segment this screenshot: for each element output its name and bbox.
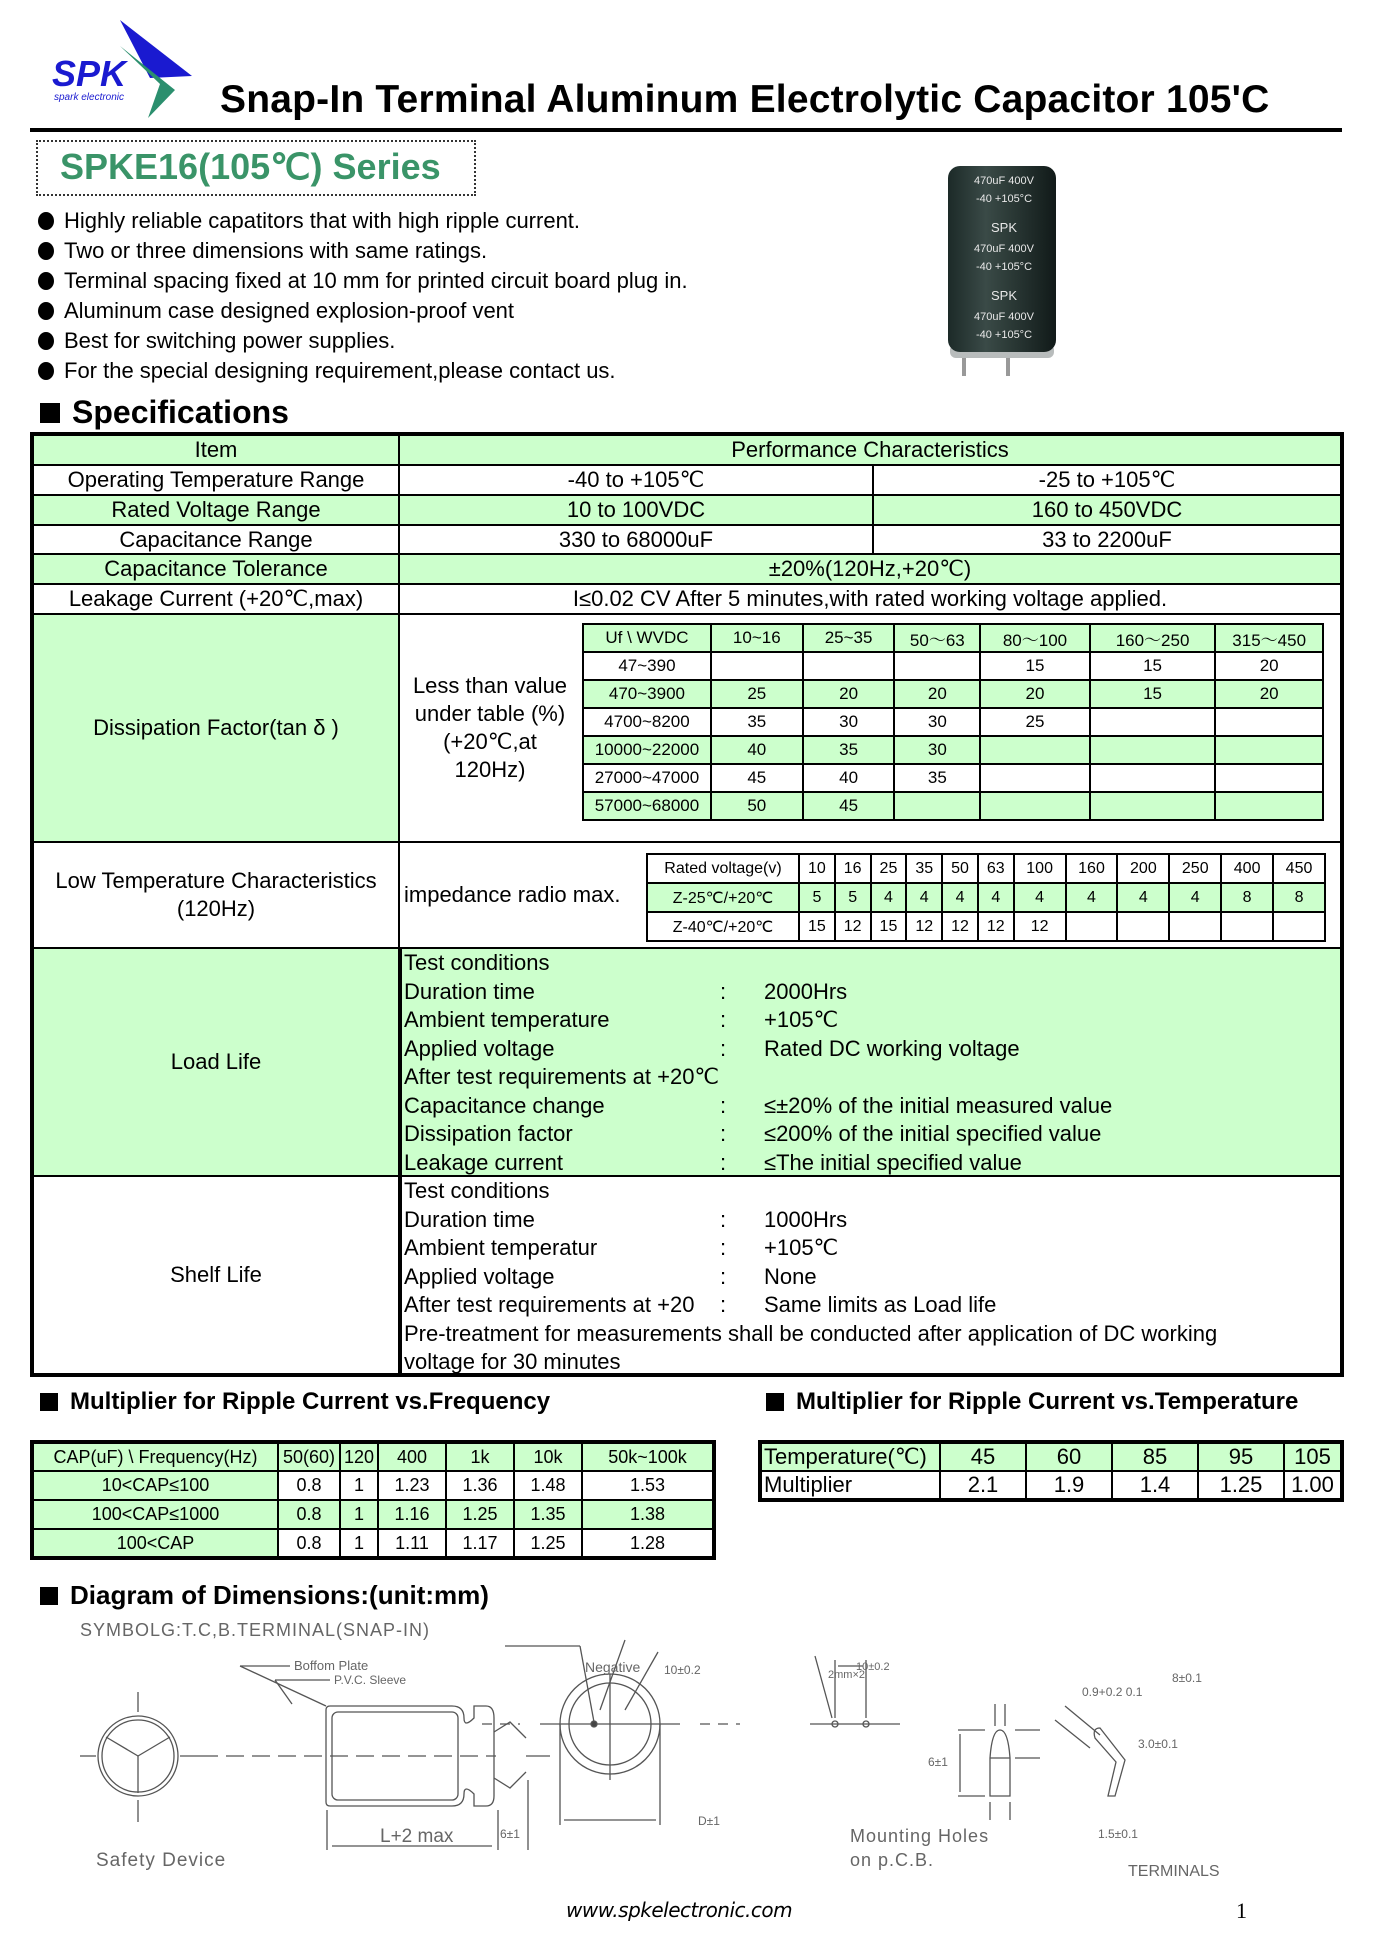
impedance-ratio-table: [646, 853, 1326, 942]
table-cell: 10000~22000: [583, 736, 711, 764]
table-cell: [1117, 912, 1169, 941]
table-cell: 1: [340, 1529, 378, 1558]
detail-text: Leakage current: [404, 1149, 563, 1175]
table-cell: [1090, 792, 1216, 820]
detail-text: :: [720, 978, 727, 1004]
diagram-label: P.V.C. Sleeve: [334, 1673, 407, 1687]
table-cell: 0.8: [278, 1500, 340, 1529]
table-cell: 1.23: [378, 1471, 446, 1500]
table-cell: 12: [835, 912, 871, 941]
temp-header-row: [760, 1442, 1342, 1471]
table-cell: Temperature(℃): [760, 1442, 940, 1471]
table-cell: 60: [1026, 1442, 1112, 1471]
table-cell: 1.00: [1284, 1471, 1342, 1500]
square-bullet-icon: [40, 1393, 58, 1411]
table-cell: 1.48: [514, 1471, 582, 1500]
detail-text: :: [720, 1206, 727, 1232]
table-cell: 12: [942, 912, 978, 941]
table-cell: 1.4: [1112, 1471, 1198, 1500]
table-cell: 400: [378, 1442, 446, 1471]
table-cell: 8: [1273, 883, 1325, 912]
table-cell: 4: [942, 883, 978, 912]
feature-item: Terminal spacing fixed at 10 mm for printed circuit board plug in.: [38, 266, 688, 296]
symbol-label: SYMBOLG:T.C,B.TERMINAL(SNAP-IN): [80, 1620, 431, 1640]
safety-device-icon: [80, 1692, 200, 1822]
diagram-label: 10±0.2: [856, 1661, 890, 1673]
table-cell: 25: [711, 680, 803, 708]
table-cell: 4: [906, 883, 942, 912]
detail-text: None: [764, 1263, 817, 1289]
table-cell: 160～250: [1090, 624, 1216, 652]
diagram-label: D±1: [698, 1814, 720, 1828]
table-cell: [1215, 764, 1323, 792]
table-cell: 45: [711, 764, 803, 792]
table-cell: 250: [1169, 854, 1221, 883]
detail-text: Applied voltage: [404, 1263, 555, 1289]
table-cell: [980, 764, 1090, 792]
table-cell: 25~35: [803, 624, 895, 652]
table-cell: 1.36: [446, 1471, 514, 1500]
spec-row-capacitance-range: Capacitance Range 330 to 68000uF 33 to 2200uF: [34, 526, 1340, 555]
table-cell: 25: [980, 708, 1090, 736]
diagram-label: TERMINALS: [1128, 1863, 1220, 1880]
table-cell: 50k~100k: [582, 1442, 714, 1471]
table-cell: [803, 652, 895, 680]
bullet-icon: [38, 272, 54, 290]
table-cell: 12: [1014, 912, 1066, 941]
table-row: [583, 680, 1323, 708]
table-cell: 0.8: [278, 1471, 340, 1500]
freq-header-row: [32, 1442, 714, 1471]
feature-item: For the special designing requirement,please contact us.: [38, 356, 688, 386]
detail-text: :: [720, 1235, 727, 1260]
table-row: [647, 912, 1325, 941]
table-cell: Z-40℃/+20℃: [647, 912, 799, 941]
header-performance: Performance Characteristics: [731, 437, 1009, 462]
table-cell: 470~3900: [583, 680, 711, 708]
table-cell: 12: [906, 912, 942, 941]
table-cell: [711, 652, 803, 680]
detail-text: :: [720, 1263, 727, 1289]
table-cell: 95: [1198, 1442, 1284, 1471]
square-bullet-icon: [40, 1587, 58, 1605]
table-cell: 15: [1090, 680, 1216, 708]
impedance-note: impedance radio max.: [404, 882, 621, 907]
table-cell: 40: [711, 736, 803, 764]
table-cell: [1066, 912, 1118, 941]
detail-text: Dissipation factor: [404, 1121, 573, 1146]
feature-item: Best for switching power supplies.: [38, 326, 688, 356]
diagram-label: 6±1: [928, 1755, 948, 1769]
table-cell: 30: [894, 736, 980, 764]
table-cell: 12: [978, 912, 1014, 941]
specifications-table: [30, 432, 1344, 1377]
table-row: [583, 792, 1323, 820]
table-cell: 10k: [514, 1442, 582, 1471]
diagram-label: SPK: [990, 220, 1018, 235]
table-cell: 400: [1221, 854, 1273, 883]
dimensions-diagram: [80, 1610, 1320, 1880]
table-row: [32, 1471, 714, 1500]
table-cell: 20: [803, 680, 895, 708]
detail-text: Applied voltage: [404, 1035, 555, 1061]
table-cell: 50(60): [278, 1442, 340, 1471]
table-cell: 120: [340, 1442, 378, 1471]
table-cell: 200: [1117, 854, 1169, 883]
table-cell: 57000~68000: [583, 792, 711, 820]
table-cell: 35: [894, 764, 980, 792]
table-cell: 4: [978, 883, 1014, 912]
table-cell: 1.11: [378, 1529, 446, 1558]
table-cell: 85: [1112, 1442, 1198, 1471]
table-cell: 1.38: [582, 1500, 714, 1529]
diagram-label: -40 +105°C: [975, 193, 1033, 205]
detail-text: Ambient temperatur: [404, 1235, 598, 1260]
table-cell: 4: [1117, 883, 1169, 912]
table-cell: 4: [1169, 883, 1221, 912]
series-title: SPKE16(105℃) Series: [60, 146, 441, 187]
diagram-label: 1.5±0.1: [1098, 1827, 1138, 1841]
diagram-label: 470uF 400V: [974, 243, 1034, 255]
table-row: [32, 1529, 714, 1558]
diagram-label: Negative: [585, 1659, 641, 1675]
bullet-icon: [38, 362, 54, 380]
page-title: Snap-In Terminal Aluminum Electrolytic Capacitor 105'C: [220, 78, 1270, 121]
detail-text: Same limits as Load life: [764, 1292, 997, 1317]
table-cell: 8: [1221, 883, 1273, 912]
detail-text: Rated DC working voltage: [764, 1035, 1020, 1061]
page-number: 1: [1236, 1898, 1247, 1923]
table-cell: 35: [906, 854, 942, 883]
detail-text: :: [720, 1149, 727, 1175]
impedance-header-row: [647, 854, 1325, 883]
table-row: [32, 1500, 714, 1529]
ripple-temperature-heading: Multiplier for Ripple Current vs.Temperature: [766, 1388, 1298, 1416]
table-cell: 5: [799, 883, 835, 912]
detail-text: :: [720, 1035, 727, 1061]
title-divider: [30, 128, 1342, 132]
detail-text: Duration time: [404, 978, 535, 1004]
table-cell: 0.8: [278, 1529, 340, 1558]
table-cell: [1221, 912, 1273, 941]
table-cell: 80～100: [980, 624, 1090, 652]
spec-row-rated-voltage: Rated Voltage Range 10 to 100VDC 160 to 450VDC: [34, 496, 1340, 526]
feature-item: Highly reliable capatitors that with high ripple current.: [38, 206, 688, 236]
table-cell: 5: [835, 883, 871, 912]
detail-text: :: [720, 1092, 727, 1118]
bullet-icon: [38, 242, 54, 260]
table-cell: 1: [340, 1500, 378, 1529]
table-cell: 1k: [446, 1442, 514, 1471]
table-cell: 10~16: [711, 624, 803, 652]
table-cell: 4: [1066, 883, 1118, 912]
terminal-drawing: [958, 1704, 1125, 1820]
table-cell: [894, 652, 980, 680]
detail-text: :: [720, 1121, 727, 1146]
detail-text: +105℃: [764, 1235, 839, 1260]
detail-text: ≤±20% of the initial measured value: [764, 1092, 1113, 1118]
spec-row-capacitance-tolerance: Capacitance Tolerance ±20%(120Hz,+20℃): [34, 555, 1340, 585]
detail-text: Capacitance change: [404, 1092, 605, 1118]
table-cell: 35: [711, 708, 803, 736]
table-cell: 1: [340, 1471, 378, 1500]
ripple-frequency-heading: Multiplier for Ripple Current vs.Frequency: [40, 1388, 550, 1416]
table-cell: CAP(uF) \ Frequency(Hz): [32, 1442, 278, 1471]
table-cell: [980, 736, 1090, 764]
table-cell: 15: [980, 652, 1090, 680]
diagram-label: 470uF 400V: [974, 175, 1034, 187]
table-cell: [1090, 736, 1216, 764]
table-cell: 105: [1284, 1442, 1342, 1471]
table-cell: 1.53: [582, 1471, 714, 1500]
table-cell: 35: [803, 736, 895, 764]
dissipation-note: Less than value under table (%) (+20℃,at 120Hz): [412, 673, 568, 782]
specifications-heading: Specifications: [40, 394, 289, 431]
table-cell: 160: [1066, 854, 1118, 883]
diagram-label: 470uF 400V: [974, 311, 1034, 323]
ripple-temperature-table: [758, 1440, 1344, 1502]
diagram-label: -40 +105°C: [975, 261, 1033, 273]
table-cell: 1.28: [582, 1529, 714, 1558]
square-bullet-icon: [766, 1393, 784, 1411]
table-cell: 1.25: [1198, 1471, 1284, 1500]
diagram-label: -40 +105°C: [975, 329, 1033, 341]
table-cell: 63: [978, 854, 1014, 883]
detail-text: After test requirements at +20: [404, 1292, 695, 1317]
table-cell: 1.25: [446, 1500, 514, 1529]
table-cell: 45: [940, 1442, 1026, 1471]
table-cell: Rated voltage(v): [647, 854, 799, 883]
table-cell: [1090, 764, 1216, 792]
footer-website-link[interactable]: www.spkelectronic.com: [566, 1898, 793, 1922]
table-cell: 1.9: [1026, 1471, 1112, 1500]
table-cell: 20: [1215, 652, 1323, 680]
spec-row-dissipation-factor: Dissipation Factor(tan δ ) Less than value under table (%) (+20℃,at 120Hz) Uf \ WVDC 10~16 25~35 50～63 80～100 160～250 315～450 47~390 15 15 20 470~3900 25 20 20 20 15 20 4700~8200 35 30 30 25 10000~22000 40 35 30 27000~47000 45 40 35 57000~68000 50 45: [34, 615, 1340, 843]
table-cell: 1.16: [378, 1500, 446, 1529]
detail-text: +105℃: [764, 1007, 839, 1032]
table-cell: 1.25: [514, 1529, 582, 1558]
table-cell: 100: [1014, 854, 1066, 883]
logo-blue-arrow-icon: [120, 20, 192, 78]
dissipation-factor-table: [582, 623, 1324, 821]
table-cell: [1215, 792, 1323, 820]
table-row: [583, 736, 1323, 764]
table-row: [583, 764, 1323, 792]
table-cell: Uf \ WVDC: [583, 624, 711, 652]
logo-subtext: spark electronic: [54, 92, 125, 103]
detail-text: :: [720, 1007, 727, 1032]
table-cell: 1.35: [514, 1500, 582, 1529]
detail-text: 1000Hrs: [764, 1206, 848, 1232]
table-cell: 25: [871, 854, 907, 883]
capacitor-side-view: [200, 1666, 550, 1850]
table-cell: 15: [799, 912, 835, 941]
table-cell: 315～450: [1215, 624, 1323, 652]
table-cell: Z-25℃/+20℃: [647, 883, 799, 912]
square-bullet-icon: [40, 403, 60, 423]
ripple-frequency-table: [30, 1440, 716, 1560]
table-cell: 15: [1090, 652, 1216, 680]
detail-text: Pre-treatment for measurements shall be conducted after application of DC working: [404, 1320, 1218, 1346]
dimensions-heading: Diagram of Dimensions:(unit:mm): [40, 1580, 489, 1611]
table-cell: 30: [894, 708, 980, 736]
table-cell: Multiplier: [760, 1471, 940, 1500]
table-cell: 47~390: [583, 652, 711, 680]
detail-text: Duration time: [404, 1206, 535, 1232]
spec-row-low-temperature: Low Temperature Characteristics (120Hz) impedance radio max. Rated voltage(v) 10 16 25 35 50 63 100 160 200 250 400 450 Z-25℃/+20℃ 5 5 4 4 4 4 4 4 4 4 8 8 Z-40℃/+20℃ 15 12 15 12 12 12 12: [34, 843, 1340, 949]
detail-text: 2000Hrs: [764, 978, 848, 1004]
table-cell: 4: [1014, 883, 1066, 912]
table-row: [583, 708, 1323, 736]
table-cell: 45: [803, 792, 895, 820]
detail-text: voltage for 30 minutes: [404, 1349, 621, 1374]
table-cell: [980, 792, 1090, 820]
bullet-icon: [38, 302, 54, 320]
bullet-icon: [38, 332, 54, 350]
table-cell: [1273, 912, 1325, 941]
table-cell: [894, 792, 980, 820]
detail-text: ≤The initial specified value: [764, 1149, 1022, 1175]
detail-text: Test conditions: [404, 950, 550, 975]
table-cell: 27000~47000: [583, 764, 711, 792]
table-cell: 30: [803, 708, 895, 736]
diagram-label: 8±0.1: [1172, 1671, 1202, 1685]
diagram-label: L+2 max: [380, 1826, 454, 1847]
spec-row-shelf-life: Shelf Life Test conditions Duration time : 1000Hrs Ambient temperatur : +105℃ Applied voltage : None After test requirements at +20 : Same limits as Load life Pre-treatment for measurements shall be conducted after application of DC working voltage for 30 minutes: [34, 1177, 1340, 1373]
table-cell: 40: [803, 764, 895, 792]
table-cell: [1169, 912, 1221, 941]
spec-row-operating-temp: Operating Temperature Range -40 to +105℃ -25 to +105℃: [34, 466, 1340, 496]
diagram-label: 2mm×2: [828, 1669, 865, 1681]
table-row: [760, 1471, 1342, 1500]
diagram-label: 6±1: [500, 1827, 520, 1841]
table-cell: [1215, 708, 1323, 736]
table-cell: 15: [871, 912, 907, 941]
feature-item: Aluminum case designed explosion-proof vent: [38, 296, 688, 326]
table-cell: 100<CAP≤1000: [32, 1500, 278, 1529]
table-cell: 50～63: [894, 624, 980, 652]
table-cell: 20: [1215, 680, 1323, 708]
detail-text: Ambient temperature: [404, 1007, 610, 1032]
feature-item: Two or three dimensions with same ratings.: [38, 236, 688, 266]
diagram-label: 10±0.2: [664, 1663, 701, 1677]
feature-list: [38, 206, 688, 386]
table-cell: 10<CAP≤100: [32, 1471, 278, 1500]
table-cell: 450: [1273, 854, 1325, 883]
table-cell: 1.17: [446, 1529, 514, 1558]
bullet-icon: [38, 212, 54, 230]
diagram-label: 0.9+0.2 0.1: [1082, 1685, 1143, 1699]
table-cell: [1090, 708, 1216, 736]
table-cell: 100<CAP: [32, 1529, 278, 1558]
safety-device-label: Safety Device: [96, 1850, 227, 1871]
detail-text: ≤200% of the initial specified value: [764, 1121, 1102, 1146]
table-cell: 20: [894, 680, 980, 708]
table-cell: [1215, 736, 1323, 764]
spec-row-leakage-current: Leakage Current (+20℃,max) I≤0.02 CV After 5 minutes,with rated working voltage applied.: [34, 585, 1340, 615]
table-row: [583, 652, 1323, 680]
diagram-label: Mounting Holes: [850, 1826, 990, 1846]
diagram-label: Boffom Plate: [294, 1658, 369, 1673]
spec-row-load-life: Load Life Test conditions Duration time : 2000Hrs Ambient temperature : +105℃ Applied voltage : Rated DC working voltage After test requirements at +20℃ Capacitance change : ≤±20% of the initial measured value Dissipation factor : ≤200% of the initial specified value Leakage current : ≤The initial specified value: [34, 949, 1340, 1177]
detail-text: :: [720, 1292, 727, 1317]
table-row: [647, 883, 1325, 912]
table-cell: 50: [942, 854, 978, 883]
spec-header-row: [34, 436, 1340, 466]
table-cell: 16: [835, 854, 871, 883]
table-cell: 2.1: [940, 1471, 1026, 1500]
detail-text: Test conditions: [404, 1178, 550, 1203]
table-cell: 4: [871, 883, 907, 912]
diagram-label: on p.C.B.: [850, 1850, 935, 1870]
diagram-label: 3.0±0.1: [1138, 1737, 1178, 1751]
logo-text: SPK: [52, 53, 127, 94]
spk-logo: [50, 18, 200, 118]
df-header-row: [583, 624, 1323, 652]
table-cell: 10: [799, 854, 835, 883]
table-cell: 4700~8200: [583, 708, 711, 736]
diagram-label: SPK: [990, 288, 1018, 303]
header-item: Item: [34, 436, 400, 464]
capacitor-photo: [942, 158, 1090, 378]
table-cell: 20: [980, 680, 1090, 708]
detail-text: After test requirements at +20℃: [404, 1064, 720, 1089]
table-cell: 50: [711, 792, 803, 820]
